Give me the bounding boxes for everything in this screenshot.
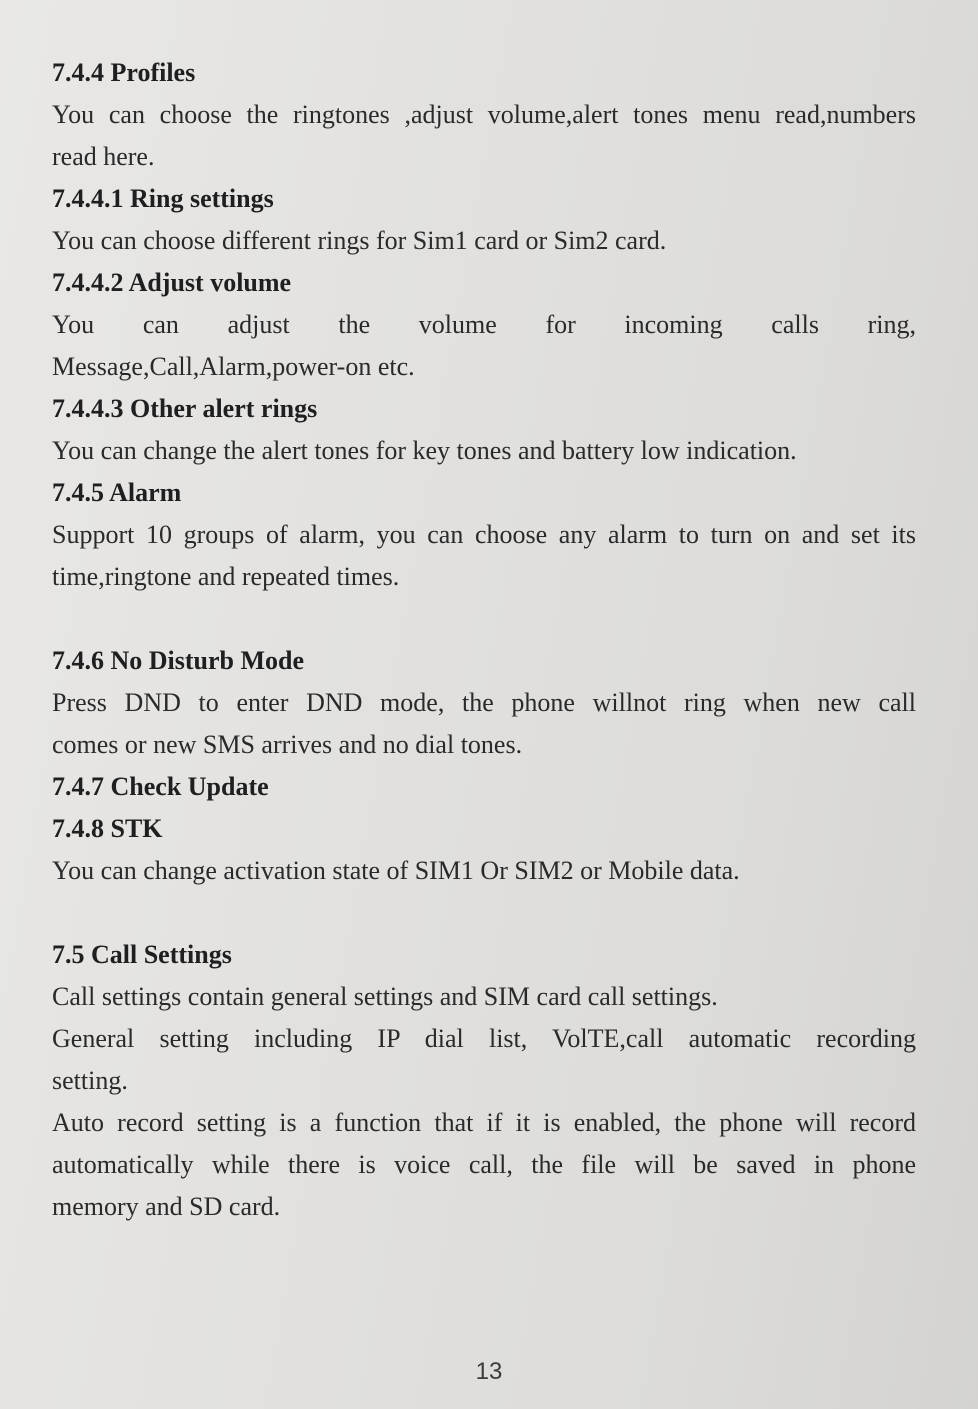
page-number: 13 [475, 1358, 503, 1385]
section-heading-profiles: 7.4.4 Profiles [52, 58, 196, 87]
paragraph-line: memory and SD card. [52, 1192, 281, 1221]
paragraph-line: You can choose the ringtones ,adjust volume,alert tones menu read,numbers [52, 100, 916, 129]
section-heading-no-disturb-mode: 7.4.6 No Disturb Mode [52, 646, 305, 675]
paragraph-line: setting. [52, 1066, 128, 1095]
paragraph-line: Message,Call,Alarm,power-on etc. [52, 352, 415, 381]
spacer [52, 892, 916, 934]
paragraph-line: time,ringtone and repeated times. [52, 562, 400, 591]
section-heading-check-update: 7.4.7 Check Update [52, 772, 269, 801]
paragraph-line: automatically while there is voice call, the file will be saved in phone [52, 1150, 916, 1179]
section-heading-call-settings: 7.5 Call Settings [52, 940, 232, 969]
section-heading-ring-settings: 7.4.4.1 Ring settings [52, 184, 274, 213]
paragraph-line: You can adjust the volume for incoming calls ring, [52, 310, 916, 339]
paragraph-line: You can change activation state of SIM1 Or SIM2 or Mobile data. [52, 856, 740, 885]
paragraph-line: read here. [52, 142, 155, 171]
paragraph-line: Press DND to enter DND mode, the phone willnot ring when new call [52, 688, 916, 717]
paragraph-line: Call settings contain general settings and SIM card call settings. [52, 982, 718, 1011]
spacer [52, 598, 916, 640]
section-heading-stk: 7.4.8 STK [52, 814, 163, 843]
paragraph-line: Auto record setting is a function that if it is enabled, the phone will record [52, 1108, 916, 1137]
section-heading-alarm: 7.4.5 Alarm [52, 478, 182, 507]
paragraph-line: General setting including IP dial list, VolTE,call automatic recording [52, 1024, 916, 1053]
paragraph-line: You can change the alert tones for key tones and battery low indication. [52, 436, 797, 465]
paragraph-line: You can choose different rings for Sim1 card or Sim2 card. [52, 226, 667, 255]
page-content [52, 52, 916, 1228]
paragraph-line: Support 10 groups of alarm, you can choose any alarm to turn on and set its [52, 520, 916, 549]
section-heading-other-alert-rings: 7.4.4.3 Other alert rings [52, 394, 318, 423]
paragraph-line: comes or new SMS arrives and no dial tones. [52, 730, 523, 759]
section-heading-adjust-volume: 7.4.4.2 Adjust volume [52, 268, 292, 297]
